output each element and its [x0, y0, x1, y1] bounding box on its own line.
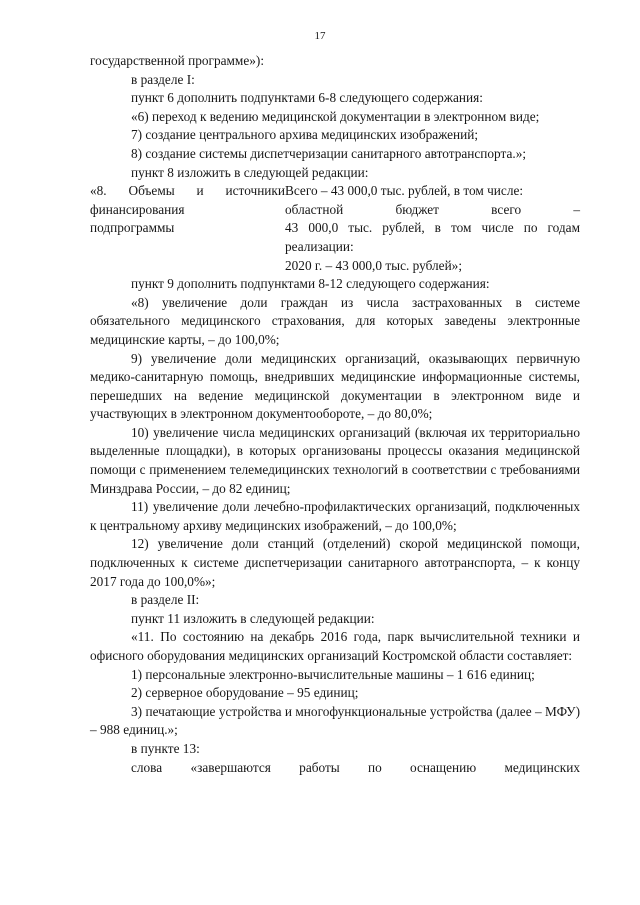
paragraph: 11) увеличение доли лечебно-профилактических организаций, подключенных к центральному архиву медицинских изображений, – до 100,0%;	[90, 499, 580, 533]
table-value-line: областной бюджет всего –	[285, 201, 580, 217]
paragraph: пункт 8 изложить в следующей редакции:	[131, 164, 369, 180]
paragraph: слова «завершаются работы по оснащению медицинских	[131, 759, 580, 775]
paragraph: 3) печатающие устройства и многофункциональные устройства (далее – МФУ) – 988 единиц.»;	[90, 703, 580, 738]
paragraph: в разделе II:	[131, 592, 200, 608]
paragraph: 7) создание центрального архива медицинских изображений;	[131, 127, 479, 143]
paragraph: 2) серверное оборудование – 95 единиц;	[131, 685, 359, 701]
table-label-line: подпрограммы	[90, 220, 175, 236]
table-value-line: 2020 г. – 43 000,0 тыс. рублей»;	[285, 257, 463, 273]
financing-table	[90, 182, 580, 275]
table-label-line: «8. Объемы и источники	[90, 183, 285, 199]
financing-table-value	[285, 182, 580, 275]
paragraph: пункт 6 дополнить подпунктами 6-8 следующего содержания:	[131, 90, 483, 106]
paragraph: пункт 11 изложить в следующей редакции:	[131, 610, 375, 626]
page-number: 17	[314, 30, 326, 42]
paragraph: 1) персональные электронно-вычислительные машины – 1 616 единиц;	[131, 666, 535, 682]
paragraph: в пункте 13:	[131, 740, 200, 756]
document-body	[90, 52, 580, 777]
paragraph: государственной программе»):	[90, 53, 265, 68]
paragraph: «6) переход к ведению медицинской документации в электронном виде;	[131, 108, 540, 124]
paragraph: в разделе I:	[131, 71, 195, 87]
table-label-line: финансирования	[90, 201, 185, 217]
table-value-line: Всего – 43 000,0 тыс. рублей, в том числе:	[285, 183, 524, 199]
paragraph: 12) увеличение доли станций (отделений) скорой медицинской помощи, подключенных к системе диспетчеризации санитарного автотранспорта, – к концу 2017 года до 100,0%»;	[90, 536, 580, 589]
financing-table-label	[90, 182, 285, 275]
paragraph: «11. По состоянию на декабрь 2016 года, парк вычислительной техники и офисного оборудования медицинских организаций Костромской области составляет:	[90, 629, 580, 663]
paragraph: 9) увеличение доли медицинских организаций, оказывающих первичную медико-санитарную помощь, внедривших медицинские информационные системы, перешедших на ведение медицинской документации в электронном виде и участвующих в электронном документообороте, – до 80,0%;	[90, 350, 580, 422]
paragraph: «8) увеличение доли граждан из числа застрахованных в системе обязательного медицинского страхования, для которых заведены электронные медицинские карты, – до 100,0%;	[90, 294, 580, 347]
paragraph: пункт 9 дополнить подпунктами 8-12 следующего содержания:	[131, 276, 490, 292]
table-value-line: 43 000,0 тыс. рублей, в том числе по годам реализации:	[285, 220, 580, 254]
paragraph: 10) увеличение числа медицинских организаций (включая их территориально выделенные площадки), в которых организованы процессы оказания медицинской помощи с применением телемедицинских технологий в соответствии с требованиями Минздрава России, – до 82 единиц;	[90, 424, 580, 496]
paragraph: 8) создание системы диспетчеризации санитарного автотранспорта.»;	[131, 145, 527, 161]
